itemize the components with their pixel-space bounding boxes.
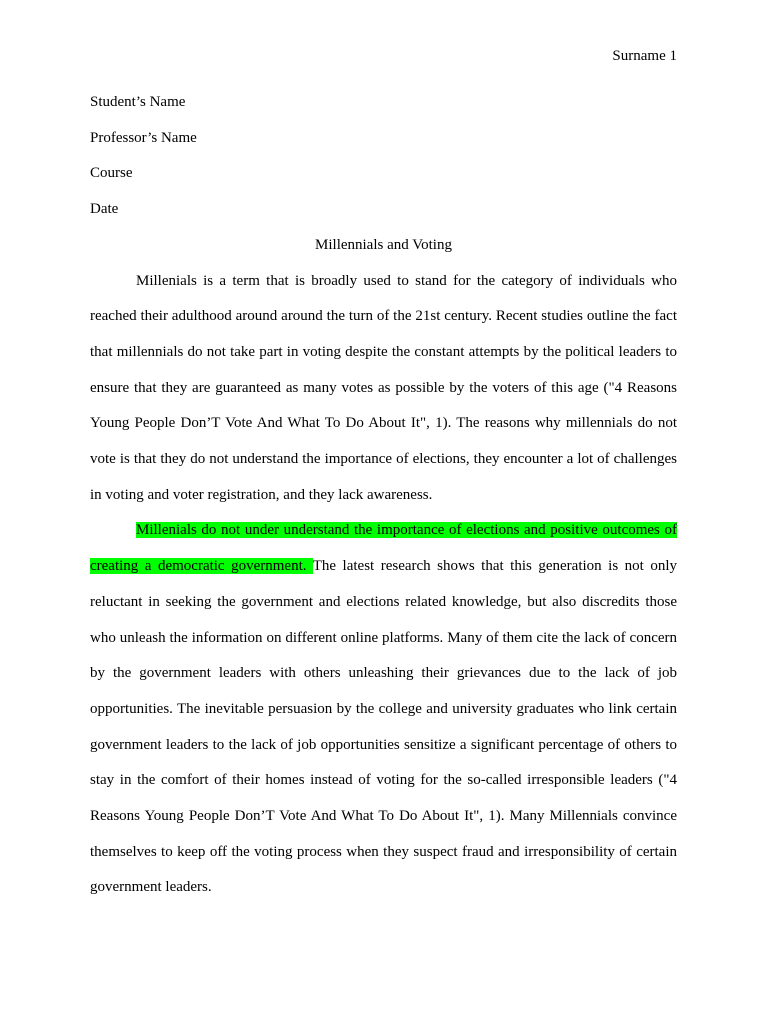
professor-name: Professor’s Name xyxy=(90,129,197,146)
date-line: Date xyxy=(90,201,119,218)
highlighted-text: Millenials do not under understand the importance of elections and positive outcomes of creating a democratic government. xyxy=(90,522,677,575)
paragraph-1: Millenials is a term that is broadly used to stand for the category of individuals who reached their adulthood around around the turn of the 21st century. Recent studies outline the fact that millennials do not take part in voting despite the constant attempts by the political leaders to ensure that they are guaranteed as many votes as possible by the voters of this age ("4 Reasons Young People Don’T Vote And What To Do About It", 1). The reasons why millennials do not vote is that they do not understand the importance of elections, they encounter a lot of challenges in voting and voter registration, and they lack awareness. xyxy=(90,272,677,503)
essay-title: Millennials and Voting xyxy=(315,236,452,253)
document-body xyxy=(90,85,677,906)
page-header: Surname 1 xyxy=(612,48,677,64)
paragraph-2-text: The latest research shows that this generation is not only reluctant in seeking the government and elections related knowledge, but also discredits those who unleash the information on different online platforms. Many of them cite the lack of concern by the government leaders with others unleashing their grievances due to the lack of job opportunities. The inevitable persuasion by the college and university graduates who link certain government leaders to the lack of job opportunities sensitize a significant percentage of others to stay in the comfort of their homes instead of voting for the so-called irresponsible leaders ("4 Reasons Young People Don’T Vote And What To Do About It", 1). Many Millennials convince themselves to keep off the voting process when they suspect fraud and irresponsibility of certain government leaders. xyxy=(90,558,678,896)
course-name: Course xyxy=(90,165,133,182)
student-name: Student’s Name xyxy=(90,94,186,110)
paragraph-2 xyxy=(90,513,677,906)
